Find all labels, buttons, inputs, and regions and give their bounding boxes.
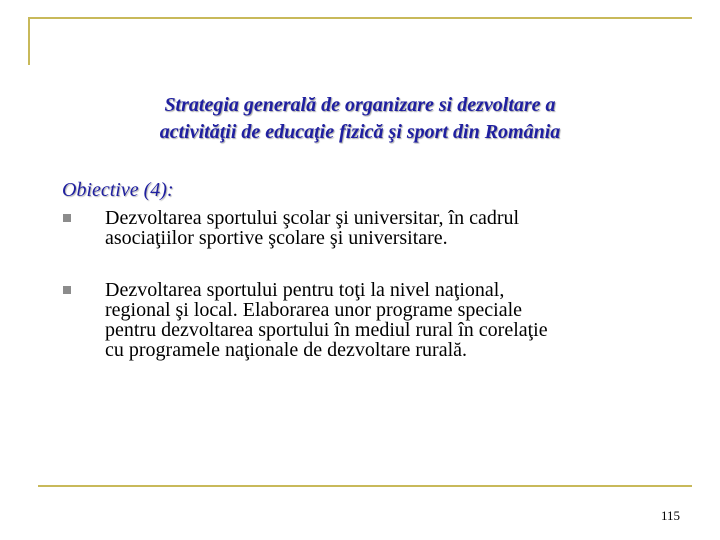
bullet-item-1 xyxy=(62,208,682,248)
slide-title-line-2: activităţii de educaţie fizică şi sport din România xyxy=(159,121,561,143)
bullet-2-line-1: Dezvoltarea sportului pentru toţi la nivel naţional, xyxy=(105,279,505,301)
bullet-1-line-2: asociaţiilor sportive şcolare şi universitare. xyxy=(105,227,448,249)
objectives-heading: Obiective (4): xyxy=(62,179,174,201)
square-bullet-icon xyxy=(63,286,71,294)
slide-title-line-1: Strategia generală de organizare si dezvoltare a xyxy=(164,94,556,116)
bullet-2-line-4: cu programele naţionale de dezvoltare rurală. xyxy=(105,339,468,361)
bullet-1-line-1: Dezvoltarea sportului şcolar şi universitar, în cadrul xyxy=(105,207,520,229)
frame-bottom-line xyxy=(38,485,692,487)
slide-title xyxy=(80,92,640,146)
slide-content xyxy=(62,178,682,360)
frame-top-line xyxy=(28,17,692,19)
frame-left-line xyxy=(28,17,30,65)
square-bullet-icon xyxy=(63,214,71,222)
bullet-2-line-2: regional şi local. Elaborarea unor programe speciale xyxy=(105,299,523,321)
page-number: 115 xyxy=(660,508,680,523)
bullet-2-line-3: pentru dezvoltarea sportului în mediul rural în corelaţie xyxy=(105,319,548,341)
bullet-item-2 xyxy=(62,280,682,360)
